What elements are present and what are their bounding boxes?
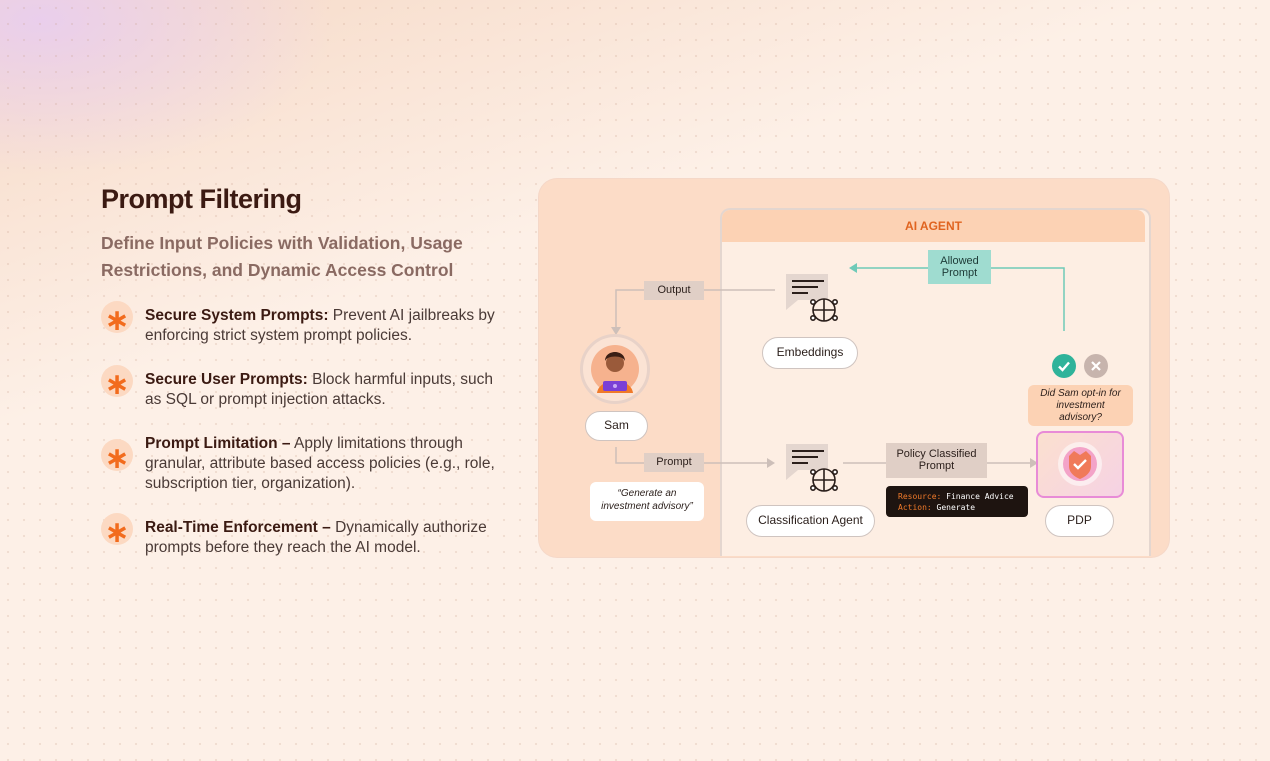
- code-resource-key: Resource:: [898, 492, 942, 501]
- feature-title: Secure User Prompts:: [145, 371, 308, 388]
- code-resource-value: Finance Advice: [941, 492, 1014, 501]
- user-avatar: [580, 334, 650, 404]
- page-subtitle: Define Input Policies with Validation, Usage Restrictions, and Dynamic Access Control: [101, 233, 463, 280]
- feature-text: [145, 306, 511, 346]
- asterisk-icon: ∗: [101, 439, 133, 471]
- feature-item: [101, 303, 511, 346]
- user-prompt-quote: “Generate an investment advisory”: [590, 482, 704, 521]
- pdp-shield-icon: [1038, 433, 1122, 496]
- feature-description: Prevent AI jailbreaks by enforcing strict system prompt policies.: [145, 307, 495, 344]
- embeddings-label: Embeddings: [762, 337, 858, 369]
- feature-title: Secure System Prompts:: [145, 307, 329, 324]
- asterisk-icon: ∗: [101, 301, 133, 333]
- feature-description: Apply limitations through granular, attribute based access policies (e.g., role, subscription tier, organization).: [145, 435, 495, 492]
- ai-agent-header: AI AGENT: [722, 210, 1145, 242]
- prompt-label: Prompt: [644, 453, 704, 472]
- output-label: Output: [644, 281, 704, 300]
- feature-description: Dynamically authorize prompts before they reach the AI model.: [145, 519, 487, 556]
- feature-title: Real-Time Enforcement –: [145, 519, 331, 536]
- asterisk-icon: ∗: [101, 365, 133, 397]
- asterisk-icon: ∗: [101, 513, 133, 545]
- feature-item: [101, 367, 511, 410]
- classification-agent-label: Classification Agent: [746, 505, 875, 537]
- pdp-question: Did Sam opt-in for investment advisory?: [1028, 385, 1133, 426]
- code-action-value: Generate: [931, 503, 976, 512]
- feature-text: [145, 434, 511, 494]
- feature-text: [145, 518, 511, 558]
- pdp-node: [1036, 431, 1124, 498]
- pdp-label: PDP: [1045, 505, 1114, 537]
- policy-code-snippet: [886, 486, 1028, 517]
- page-title: Prompt Filtering: [101, 184, 302, 214]
- check-icon: [1052, 354, 1076, 378]
- code-action-key: Action:: [898, 503, 932, 512]
- close-icon: [1084, 354, 1108, 378]
- allowed-prompt-label: Allowed Prompt: [928, 250, 991, 284]
- person-icon: [583, 337, 647, 401]
- feature-text: [145, 370, 511, 410]
- feature-description: Block harmful inputs, such as SQL or prompt injection attacks.: [145, 371, 494, 408]
- classification-agent-icon: [784, 442, 844, 496]
- feature-title: Prompt Limitation –: [145, 435, 291, 452]
- embeddings-icon: [784, 272, 844, 326]
- user-name-label: Sam: [585, 411, 648, 441]
- feature-item: [101, 434, 511, 494]
- policy-classified-prompt-label: Policy Classified Prompt: [886, 443, 987, 478]
- feature-item: [101, 515, 511, 558]
